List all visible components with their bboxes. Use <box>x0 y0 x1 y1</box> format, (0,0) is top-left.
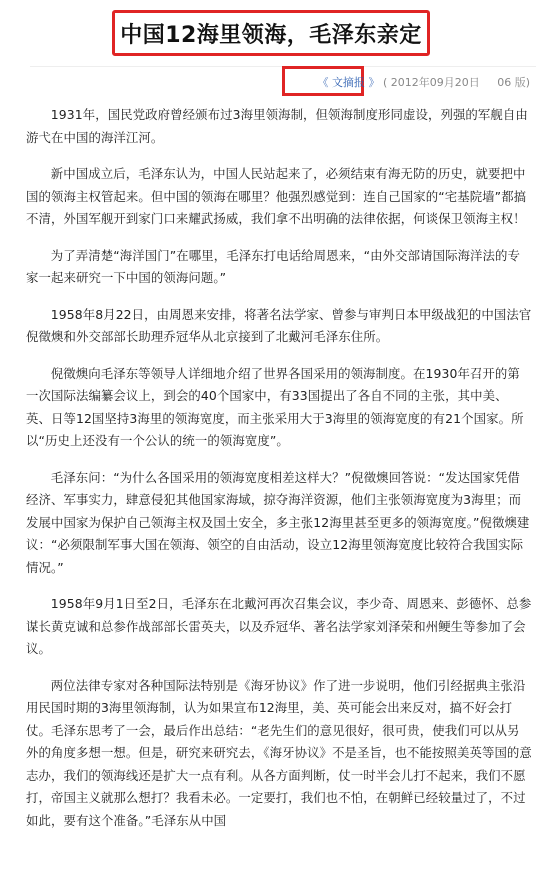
article-body <box>26 104 532 846</box>
article-paragraph: 1958年8月22日，由周恩来安排，将著名法学家、曾参与审判日本甲级战犯的中国法官倪徵燠和外交部部长助理乔冠华从北京接到了北戴河毛泽东住所。 <box>26 306 532 344</box>
article-paragraph: 1931年，国民党政府曾经颁布过3海里领海制，但领海制度形同虚设，列强的军舰自由游弋在中国的海洋江河。 <box>26 107 528 145</box>
article-paragraph: 两位法律专家对各种国际法特别是《海牙协议》作了进一步说明，他们引经据典主张沿用民国时期的3海里领海制，认为如果宣布12海里，美、英可能会出来反对，搞不好会打仗。毛泽东思考了一会，最后作出总结：“老先生们的意见很好，很可贵，使我们可以从另外的角度多想一想。但是，研究来研究去，《海牙协议》不是圣旨，也不能按照美英等国的意志办，我们的领海线还是扩大一点有利。从各方面判断，仗一时半会儿打不起来，我们不愿打，帝国主义就那么想打？我看未必。一定要打，我们也不怕，在朝鲜已经较量过了，不过如此，要有这个准备。”毛泽东从中国 <box>26 677 532 828</box>
article-paragraph: 新中国成立后，毛泽东认为，中国人民站起来了，必须结束有海无防的历史，就要把中国的领海主权管起来。但中国的领海在哪里？他强烈感觉到：连自己国家的“宅基院墙”都搞不清，外国军舰开到家门口来耀武扬威，我们拿不出明确的法律依据，何谈保卫领海主权！ <box>26 166 527 226</box>
article-paragraph: 为了弄清楚“海洋国门”在哪里，毛泽东打电话给周恩来，“由外交部请国际海洋法的专家一起来研究一下中国的领海问题。” <box>26 247 521 285</box>
article-paragraph: 毛泽东问：“为什么各国采用的领海宽度相差这样大？”倪徵燠回答说：“发达国家凭借经济、军事实力，肆意侵犯其他国家海域，掠夺海洋资源，他们主张领海宽度为3海里；而发展中国家为保护自己领海主权及国土安全，多主张12海里甚至更多的领海宽度。”倪徵燠建议：“必须限制军事大国在领海、领空的自由活动，设立12海里领海宽度比较符合我国实际情况。” <box>26 469 530 575</box>
source-open-mark: 《 <box>317 76 329 89</box>
article-paragraph: 倪徵燠向毛泽东等领导人详细地介绍了世界各国采用的领海制度。在1930年召开的第一次国际法编纂会议上，到会的40个国家中，有33国提出了各自不同的主张，其中美、英、日等12国坚持3海里的领海宽度，而主张采用大于3海里的领海宽度的有21个国家。所以“历史上还没有一个公认的统一的领海宽度”。 <box>26 365 524 448</box>
page-title: 中国12海里领海，毛泽东亲定 <box>120 22 422 48</box>
source-page: 06 版) <box>497 76 530 89</box>
article-paragraph: 1958年9月1日至2日，毛泽东在北戴河再次召集会议，李少奇、周恩来、彭德怀、总参谋长黄克诚和总参作战部部长雷英夫，以及乔冠华、著名法学家刘泽荣和州鲠生等参加了会议。 <box>26 596 532 656</box>
source-date: ( 2012年09月20日 <box>382 76 480 89</box>
source-close-mark: 》 <box>368 76 380 89</box>
source-name-link[interactable]: 文摘报 <box>331 76 365 89</box>
source-line <box>317 74 530 90</box>
headline-box <box>112 10 430 56</box>
